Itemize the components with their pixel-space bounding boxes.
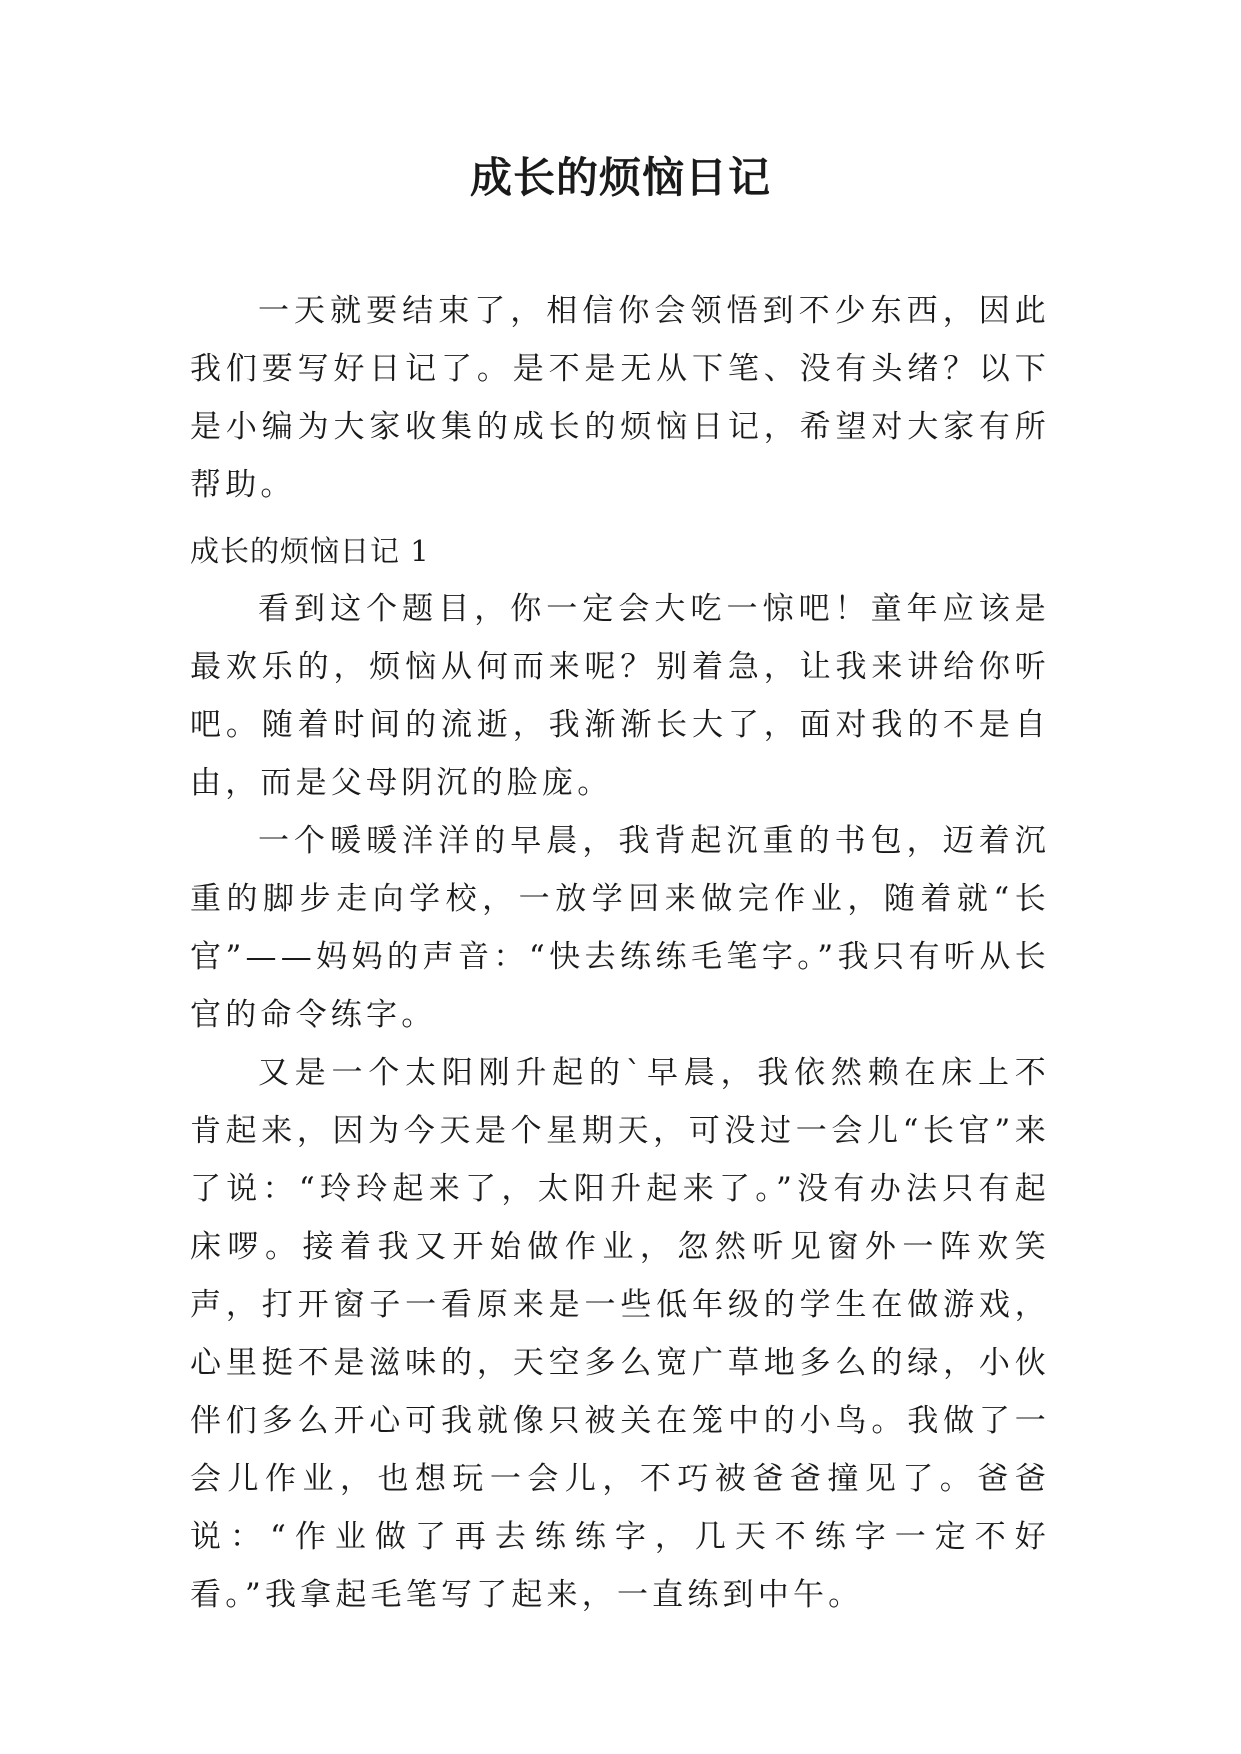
body-paragraph-1: 看到这个题目，你一定会大吃一惊吧！童年应该是最欢乐的，烦恼从何而来呢？别着急，让我来讲给你听吧。随着时间的流逝，我渐渐长大了，面对我的不是自由，而是父母阴沉的脸庞。 xyxy=(190,591,1050,801)
body-paragraph-3: 又是一个太阳刚升起的`早晨，我依然赖在床上不肯起来，因为今天是个星期天，可没过一会儿“长官”来了说：“玲玲起来了，太阳升起来了。”没有办法只有起床啰。接着我又开始做作业，忽然听见窗外一阵欢笑声，打开窗子一看原来是一些低年级的学生在做游戏，心里挺不是滋味的，天空多么宽广草地多么的绿，小伙伴们多么开心可我就像只被关在笼中的小鸟。我做了一会儿作业，也想玩一会儿，不巧被爸爸撞见了。爸爸说：“作业做了再去练练字，几天不练字一定不好看。”我拿起毛笔写了起来，一直练到中午。 xyxy=(190,1055,1050,1613)
intro-block xyxy=(190,282,1050,514)
diary-section-1 xyxy=(190,522,1050,1624)
document-title: 成长的烦恼日记 xyxy=(469,153,771,202)
section-heading: 成长的烦恼日记 1 xyxy=(190,534,430,568)
body-paragraph-2: 一个暖暖洋洋的早晨，我背起沉重的书包，迈着沉重的脚步走向学校，一放学回来做完作业，随着就“长官”——妈妈的声音：“快去练练毛笔字。”我只有听从长官的命令练字。 xyxy=(190,823,1050,1033)
intro-paragraph: 一天就要结束了，相信你会领悟到不少东西，因此我们要写好日记了。是不是无从下笔、没有头绪？以下是小编为大家收集的成长的烦恼日记，希望对大家有所帮助。 xyxy=(190,293,1050,503)
